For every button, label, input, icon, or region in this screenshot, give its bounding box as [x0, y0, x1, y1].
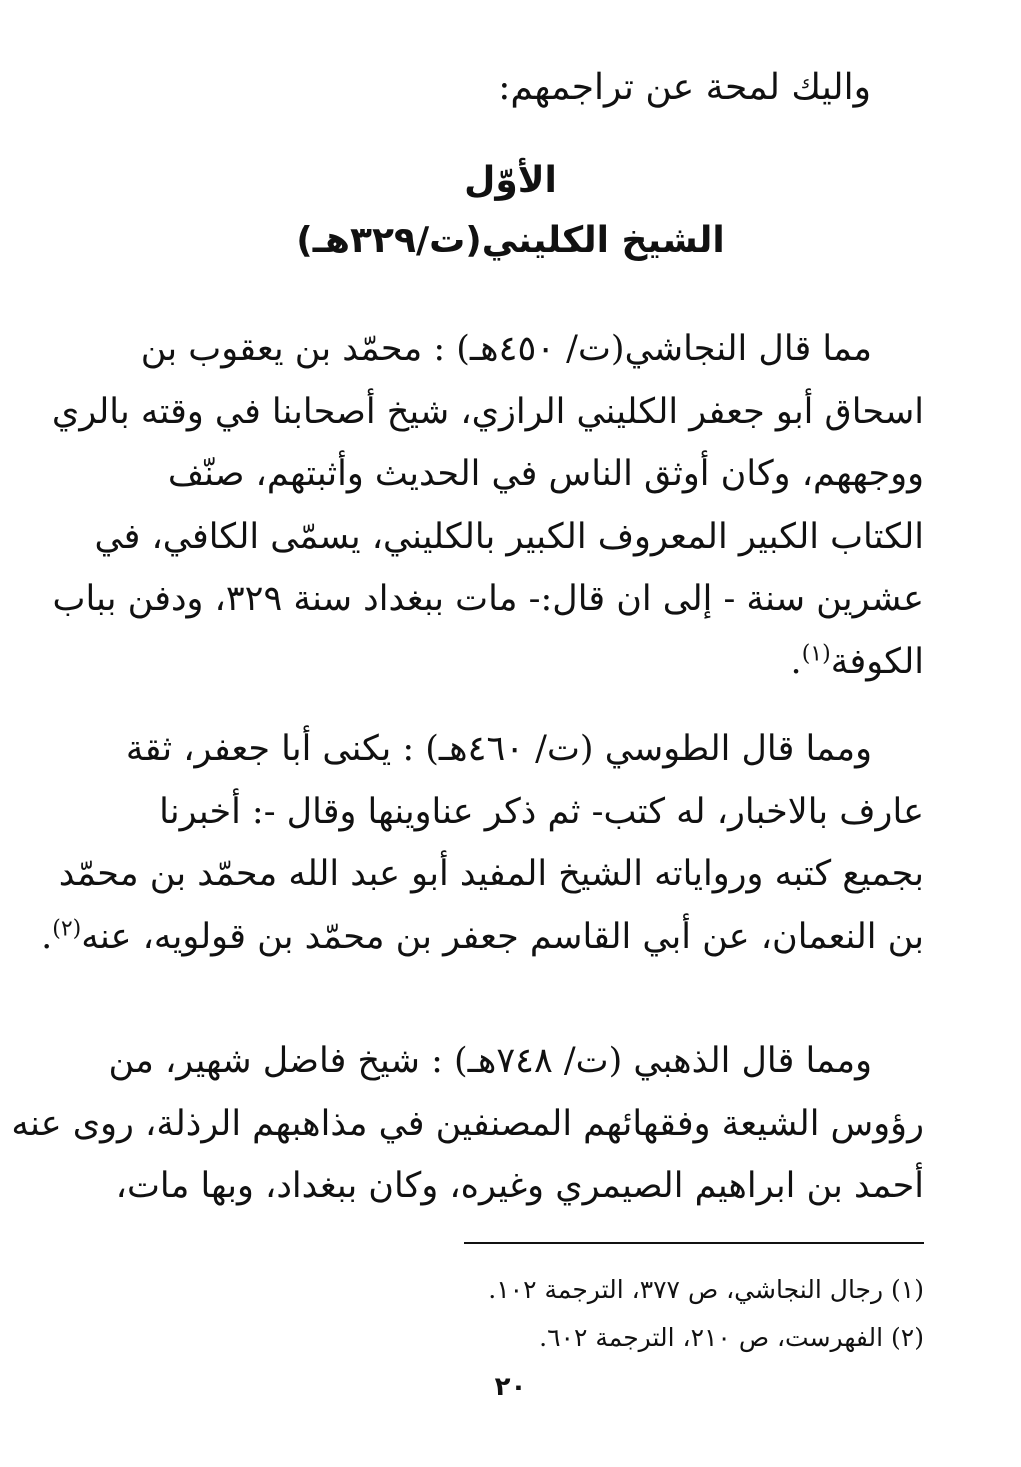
footnote-2: (٢) الفهرست، ص ٢١٠، الترجمة ٦٠٢.: [539, 1323, 924, 1352]
paragraph-line: أحمد بن ابراهيم الصيمري وغيره، وكان ببغداد، وبها مات،: [115, 1166, 924, 1206]
paragraph-line: عشرين سنة - إلى ان قال:- مات ببغداد سنة ٣٢٩، ودفن بباب: [52, 579, 924, 619]
paragraph-line: مما قال النجاشي(ت/ ٤٥٠هـ) : محمّد بن يعقوب بن: [140, 329, 872, 369]
sentence-end: .: [790, 641, 802, 682]
paragraph-line: اسحاق أبو جعفر الكليني الرازي، شيخ أصحابنا في وقته بالري: [51, 391, 924, 432]
footnote-reference[interactable]: (١): [801, 640, 831, 666]
paragraph-line: ومما قال الطوسي (ت/ ٤٦٠هـ) : يكنى أبا جعفر، ثقة: [125, 729, 872, 769]
sentence-end: .: [41, 916, 53, 957]
section-title-heading: الشيخ الكليني(ت/٣٢٩هـ): [296, 220, 725, 261]
section-ordinal-heading: الأوّل: [464, 160, 557, 201]
paragraph-last-line: [41, 906, 924, 969]
paragraph-tusi: [41, 718, 924, 968]
footnote-separator: [464, 1242, 924, 1244]
paragraph-najashi: [51, 318, 924, 693]
page-number: ٢٠: [494, 1372, 527, 1402]
footnote-reference[interactable]: (٢): [52, 915, 82, 941]
paragraph-line: ومما قال الذهبي (ت/ ٧٤٨هـ) : شيخ فاضل شهير، من: [108, 1041, 872, 1081]
footnotes: [98, 1266, 924, 1362]
paragraph-last-line: [98, 631, 924, 694]
paragraph-line-text: الكوفة: [830, 641, 924, 682]
paragraph-line-text: بن النعمان، عن أبي القاسم جعفر بن محمّد بن قولويه، عنه: [81, 916, 924, 957]
paragraph-line: عارف بالاخبار، له كتب- ثم ذكر عناوينها وقال -: أخبرنا: [159, 791, 924, 832]
paragraph-line: رؤوس الشيعة وفقهائهم المصنفين في مذاهبهم الرذلة، روى عنه: [11, 1103, 924, 1144]
intro-line: واليك لمحة عن تراجمهم:: [498, 67, 871, 108]
paragraph-line: بجميع كتبه ورواياته الشيخ المفيد أبو عبد الله محمّد بن محمّد: [58, 854, 924, 894]
paragraph-line: الكتاب الكبير المعروف الكبير بالكليني، يسمّى الكافي، في: [94, 516, 924, 557]
paragraph-dhahabi: [11, 1030, 924, 1218]
paragraph-line: ووجههم، وكان أوثق الناس في الحديث وأثبتهم، صنّف: [167, 454, 924, 494]
footnote-1: (١) رجال النجاشي، ص ٣٧٧، الترجمة ١٠٢.: [488, 1275, 924, 1304]
